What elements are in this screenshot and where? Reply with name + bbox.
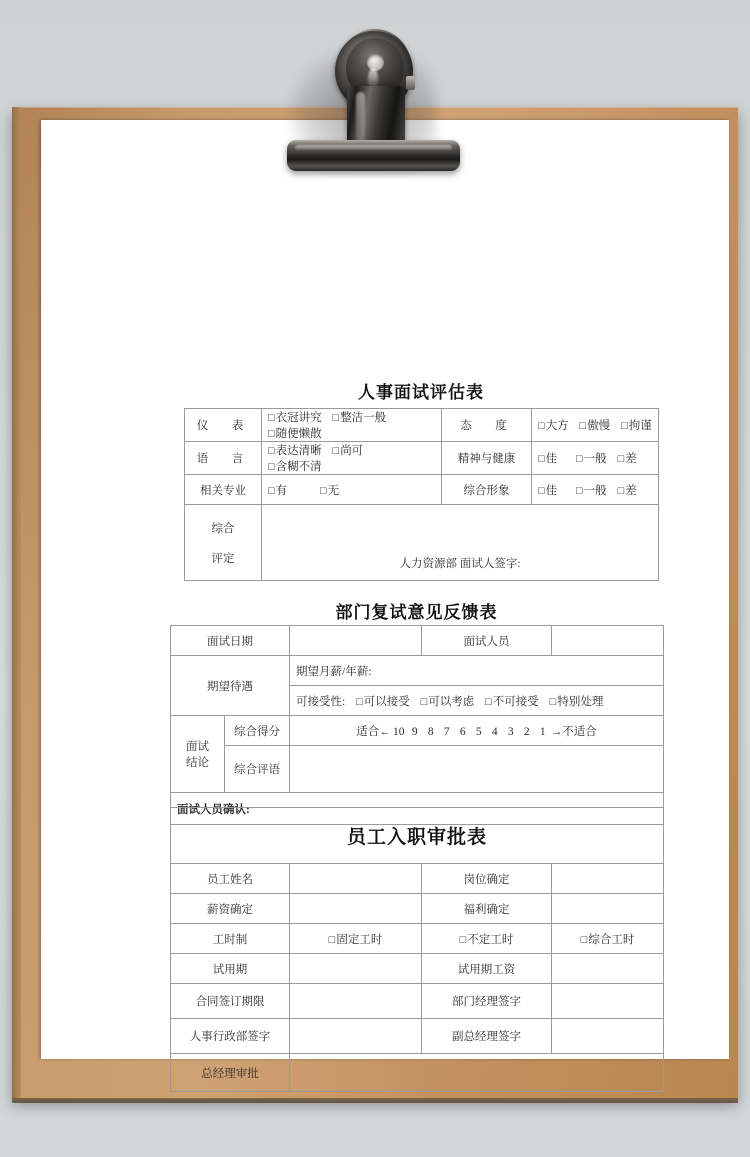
expected-treatment-label: 期望待遇	[171, 656, 290, 716]
table-row	[185, 475, 659, 505]
checkbox-major-no[interactable]: □ 无	[320, 482, 339, 498]
worktime-option-fixed[interactable]	[290, 924, 422, 954]
table-row	[171, 1019, 664, 1054]
score-4[interactable]: 4	[491, 725, 498, 738]
score-9[interactable]: 9	[411, 725, 418, 738]
checkbox-health-2[interactable]: □ 一般	[576, 450, 607, 466]
checkbox-image-1[interactable]: □ 佳	[538, 482, 557, 498]
section3-table-wrapper	[170, 807, 663, 1092]
comment-value[interactable]	[290, 746, 664, 793]
acceptability-label: 可接受性:	[296, 695, 346, 708]
table-row	[171, 864, 664, 894]
clip-tab	[406, 76, 415, 90]
confirm-label: 面试人员确认:	[177, 803, 250, 816]
overall-image-options	[532, 475, 659, 505]
table-row	[171, 1054, 664, 1092]
hr-signature-label: 人力资源部 面试人签字:	[399, 558, 521, 570]
checkbox-worktime-1[interactable]: □ 固定工时	[329, 931, 383, 947]
clip-bar-highlight	[295, 145, 452, 151]
checkbox-attitude-2[interactable]: □ 傲慢	[580, 417, 611, 433]
employee-onboarding-table	[170, 807, 664, 1092]
acceptability-field	[290, 686, 664, 716]
section3-title: 员工入职审批表	[171, 808, 664, 864]
score-2[interactable]: 2	[523, 725, 530, 738]
interview-date-value[interactable]	[290, 626, 422, 656]
interview-date-label: 面试日期	[171, 626, 290, 656]
paper-sheet	[41, 120, 729, 1080]
checkbox-image-3[interactable]: □ 差	[618, 482, 637, 498]
overall-assessment-label-line1: 综合	[211, 522, 235, 535]
overall-assessment-label-line2: 评定	[211, 552, 235, 565]
checkbox-language-2[interactable]: □ 尚可	[333, 442, 364, 458]
hr-admin-sign-value[interactable]	[290, 1019, 422, 1054]
conclusion-label-line2: 结论	[186, 757, 209, 769]
gm-approval-value[interactable]	[290, 1054, 664, 1092]
checkbox-major-yes[interactable]: □ 有	[268, 482, 287, 498]
overall-image-label: 综合形象	[442, 475, 532, 505]
appearance-label: 仪 表	[185, 409, 262, 442]
section2-title: 部门复试意见反馈表	[335, 603, 498, 623]
table-row	[171, 954, 664, 984]
checkbox-worktime-3[interactable]: □ 综合工时	[581, 931, 635, 947]
vice-gm-sign-value[interactable]	[552, 1019, 664, 1054]
major-options	[262, 475, 442, 505]
spirit-health-label: 精神与健康	[442, 442, 532, 475]
table-row	[185, 442, 659, 475]
table-row	[185, 409, 659, 442]
worktime-option-comprehensive[interactable]	[552, 924, 664, 954]
clipboard-bottom-edge	[12, 1098, 738, 1103]
score-suffix: →不适合	[550, 725, 597, 738]
clipboard-board	[12, 107, 738, 1099]
checkbox-accept-2[interactable]: □ 可以考虑	[421, 693, 475, 709]
checkbox-appearance-1[interactable]: □ 衣冠讲究	[268, 409, 322, 425]
score-10[interactable]: 10	[393, 725, 405, 738]
vice-gm-sign-label: 副总经理签字	[422, 1019, 552, 1054]
checkbox-appearance-2[interactable]: □ 整洁一般	[333, 409, 387, 425]
dept-manager-sign-value[interactable]	[552, 984, 664, 1019]
worktime-label: 工时制	[171, 924, 290, 954]
clipboard-left-edge	[12, 107, 21, 1099]
section2-table-wrapper	[170, 625, 663, 825]
hr-signature-area[interactable]	[262, 505, 659, 581]
document-content	[41, 120, 729, 1080]
checkbox-image-2[interactable]: □ 一般	[576, 482, 607, 498]
interviewer-label: 面试人员	[422, 626, 552, 656]
score-3[interactable]: 3	[507, 725, 514, 738]
probation-label: 试用期	[171, 954, 290, 984]
table-row	[171, 808, 664, 864]
position-label: 岗位确定	[422, 864, 552, 894]
table-row	[171, 746, 664, 793]
department-feedback-table	[170, 625, 664, 825]
checkbox-attitude-3[interactable]: □ 拘谨	[621, 417, 652, 433]
interview-evaluation-table	[184, 408, 659, 581]
benefits-label: 福利确定	[422, 894, 552, 924]
checkbox-language-3[interactable]: □ 含糊不清	[268, 458, 322, 474]
worktime-option-flexible[interactable]	[422, 924, 552, 954]
appearance-options	[262, 409, 442, 442]
salary-value[interactable]	[290, 894, 422, 924]
gm-approval-label: 总经理审批	[171, 1054, 290, 1092]
score-8[interactable]: 8	[427, 725, 434, 738]
employee-name-label: 员工姓名	[171, 864, 290, 894]
table-row	[171, 924, 664, 954]
checkbox-health-3[interactable]: □ 差	[618, 450, 637, 466]
employee-name-value[interactable]	[290, 864, 422, 894]
checkbox-health-1[interactable]: □ 佳	[538, 450, 557, 466]
salary-label: 薪资确定	[171, 894, 290, 924]
score-1[interactable]: 1	[539, 725, 546, 738]
checkbox-worktime-2[interactable]: □ 不定工时	[460, 931, 514, 947]
expected-salary-label: 期望月薪/年薪:	[296, 665, 372, 678]
benefits-value[interactable]	[552, 894, 664, 924]
attitude-options	[532, 409, 659, 442]
language-options	[262, 442, 442, 475]
score-label: 综合得分	[225, 716, 290, 746]
checkbox-language-1[interactable]: □ 表达清晰	[268, 442, 322, 458]
hr-admin-sign-label: 人事行政部签字	[171, 1019, 290, 1054]
checkbox-appearance-3[interactable]: □ 随便懒散	[268, 425, 322, 441]
conclusion-label-line1: 面试	[186, 741, 209, 753]
checkbox-accept-3[interactable]: □ 不可接受	[485, 693, 539, 709]
major-label: 相关专业	[185, 475, 262, 505]
probation-value[interactable]	[290, 954, 422, 984]
expected-salary-field[interactable]	[290, 656, 664, 686]
section1-title: 人事面试评估表	[358, 383, 484, 403]
probation-salary-value[interactable]	[552, 954, 664, 984]
attitude-label: 态 度	[442, 409, 532, 442]
table-row	[171, 626, 664, 656]
table-row	[171, 894, 664, 924]
section1-table-wrapper	[184, 408, 658, 581]
score-6[interactable]: 6	[459, 725, 466, 738]
checkbox-attitude-1[interactable]: □ 大方	[538, 417, 569, 433]
table-row	[171, 656, 664, 686]
comment-label: 综合评语	[225, 746, 290, 793]
score-prefix: 适合←	[356, 725, 391, 738]
interviewer-value[interactable]	[552, 626, 664, 656]
spirit-health-options	[532, 442, 659, 475]
probation-salary-label: 试用期工资	[422, 954, 552, 984]
table-row	[185, 505, 659, 581]
language-label: 语 言	[185, 442, 262, 475]
score-5[interactable]: 5	[475, 725, 482, 738]
score-7[interactable]: 7	[443, 725, 450, 738]
checkbox-accept-4[interactable]: □ 特别处理	[550, 693, 604, 709]
table-row	[171, 716, 664, 746]
position-value[interactable]	[552, 864, 664, 894]
checkbox-accept-1[interactable]: □ 可以接受	[356, 693, 410, 709]
dept-manager-sign-label: 部门经理签字	[422, 984, 552, 1019]
contract-term-label: 合同签订期限	[171, 984, 290, 1019]
score-scale[interactable]	[290, 716, 664, 746]
contract-term-value[interactable]	[290, 984, 422, 1019]
overall-assessment-label	[185, 505, 262, 581]
conclusion-label	[171, 716, 225, 793]
table-row	[171, 984, 664, 1019]
